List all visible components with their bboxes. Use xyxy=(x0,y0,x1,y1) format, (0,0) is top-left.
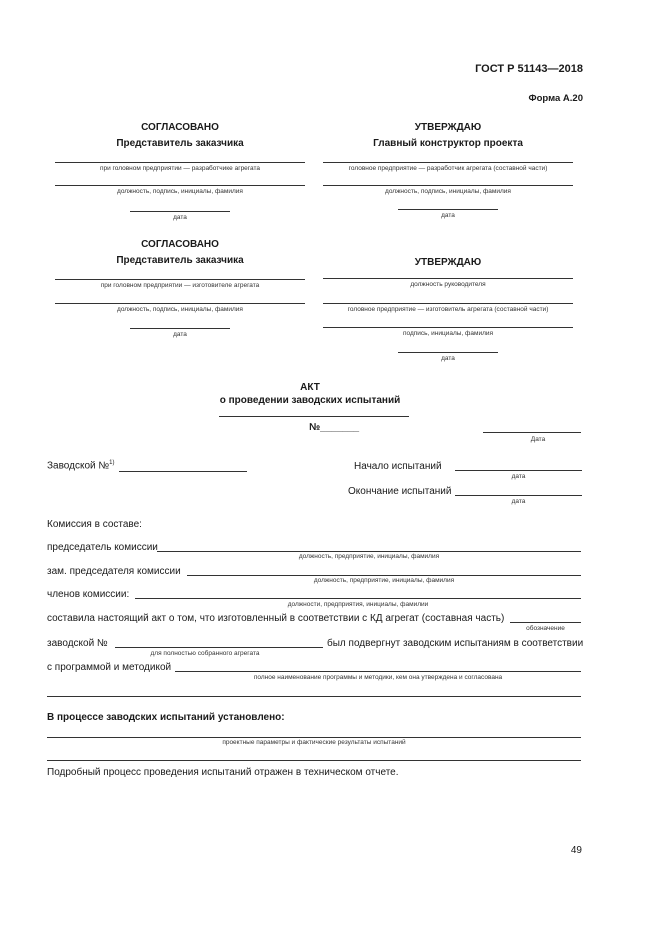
approve1-title: УТВЕРЖДАЮ xyxy=(414,122,482,133)
approve1-subtitle: Главный конструктор проекта xyxy=(373,138,523,149)
approve2-caption1: должность руководителя xyxy=(410,281,486,288)
agreed1-caption3: дата xyxy=(173,214,187,221)
approve2-caption4: дата xyxy=(441,355,455,362)
process-line2[interactable] xyxy=(47,760,581,761)
program-label: с программой и методикой xyxy=(47,662,172,673)
chair-label: председатель комиссии xyxy=(47,542,158,553)
factory-number2-line[interactable] xyxy=(115,647,323,648)
approve2-title: УТВЕРЖДАЮ xyxy=(414,257,482,268)
agreed1-date-line[interactable] xyxy=(130,211,230,212)
approve2-line3[interactable] xyxy=(323,327,573,328)
approve2-line1[interactable] xyxy=(323,278,573,279)
start-caption: дата xyxy=(511,473,526,480)
process-note: Подробный процесс проведения испытаний отражен в техническом отчете. xyxy=(47,767,399,778)
approve1-line2[interactable] xyxy=(323,185,573,186)
program-line2[interactable] xyxy=(47,696,581,697)
approve2-date-line[interactable] xyxy=(398,352,498,353)
agreed2-title: СОГЛАСОВАНО xyxy=(141,239,219,250)
approve1-line1[interactable] xyxy=(323,162,573,163)
act-statement-text: составила настоящий акт о том, что изготовленный в соответствии с КД агрегат (составная часть) xyxy=(47,613,505,624)
deputy-label: зам. председателя комиссии xyxy=(47,566,181,577)
commission-heading: Комиссия в составе: xyxy=(47,519,142,530)
act-date-line[interactable] xyxy=(483,432,581,433)
agreed1-caption2: должность, подпись, инициалы, фамилия xyxy=(117,188,243,195)
agreed1-title: СОГЛАСОВАНО xyxy=(141,122,219,133)
approve2-line2[interactable] xyxy=(323,303,573,304)
chair-caption: должность, предприятие, инициалы, фамилия xyxy=(298,553,440,560)
page-number: 49 xyxy=(570,845,582,856)
act-title: АКТ xyxy=(300,382,320,393)
program-caption: полное наименование программы и методики, кем она утверждена и согласована xyxy=(253,674,503,681)
process-caption: проектные параметры и фактические результаты испытаний xyxy=(222,739,406,746)
agreed1-subtitle: Представитель заказчика xyxy=(116,138,244,149)
process-heading: В процессе заводских испытаний установлено: xyxy=(47,712,285,723)
approve2-caption3: подпись, инициалы, фамилия xyxy=(402,330,494,337)
agreed2-line1[interactable] xyxy=(55,279,305,280)
form-number: Форма А.20 xyxy=(528,93,583,104)
standard-number: ГОСТ Р 51143—2018 xyxy=(475,63,583,75)
start-label: Начало испытаний xyxy=(354,461,442,472)
deputy-caption: должность, предприятие, инициалы, фамилия xyxy=(313,577,455,584)
end-label: Окончание испытаний xyxy=(348,486,452,497)
process-line1[interactable] xyxy=(47,737,581,738)
agreed2-caption1: при головном предприятии — изготовителе агрегата xyxy=(100,282,260,289)
designation-caption: обозначение xyxy=(526,625,565,632)
factory-number-line[interactable] xyxy=(119,471,247,472)
agreed2-caption2: должность, подпись, инициалы, фамилия xyxy=(117,306,243,313)
factory-number2-label: заводской № xyxy=(47,638,108,649)
approve1-date-line[interactable] xyxy=(398,209,498,210)
end-line[interactable] xyxy=(455,495,582,496)
agreed2-date-line[interactable] xyxy=(130,328,230,329)
agreed2-caption3: дата xyxy=(173,331,187,338)
designation-line[interactable] xyxy=(510,622,581,623)
agreed1-line1[interactable] xyxy=(55,162,305,163)
act-subtitle: о проведении заводских испытаний xyxy=(219,395,401,406)
end-caption: дата xyxy=(511,498,526,505)
approve2-caption2: головное предприятие — изготовитель агрегата (составной части) xyxy=(347,306,549,313)
members-label: членов комиссии: xyxy=(47,589,130,600)
start-line[interactable] xyxy=(455,470,582,471)
factory-number-label: Заводской №$^{1)}$ xyxy=(47,460,115,472)
approve1-caption3: дата xyxy=(441,212,455,219)
agreed2-subtitle: Представитель заказчика xyxy=(116,255,244,266)
act-date-caption: Дата xyxy=(530,436,546,443)
tested-text: был подвергнут заводским испытаниям в соответствии xyxy=(327,638,584,649)
act-underline xyxy=(219,416,409,417)
agreed2-line2[interactable] xyxy=(55,303,305,304)
chair-line[interactable] xyxy=(157,551,581,552)
approve1-caption1: головное предприятие — разработчик агрегата (составной части) xyxy=(348,165,548,172)
agreed1-line2[interactable] xyxy=(55,185,305,186)
approve1-caption2: должность, подпись, инициалы, фамилия xyxy=(385,188,511,195)
agreed1-caption1: при головном предприятии — разработчике агрегата xyxy=(99,165,261,172)
deputy-line[interactable] xyxy=(187,575,581,576)
members-line[interactable] xyxy=(135,598,581,599)
program-line[interactable] xyxy=(175,671,581,672)
assembled-caption: для полностью собранного агрегата xyxy=(150,650,260,657)
members-caption: должности, предприятия, инициалы, фамилии xyxy=(287,601,429,608)
act-number[interactable]: №_______ xyxy=(309,422,360,433)
